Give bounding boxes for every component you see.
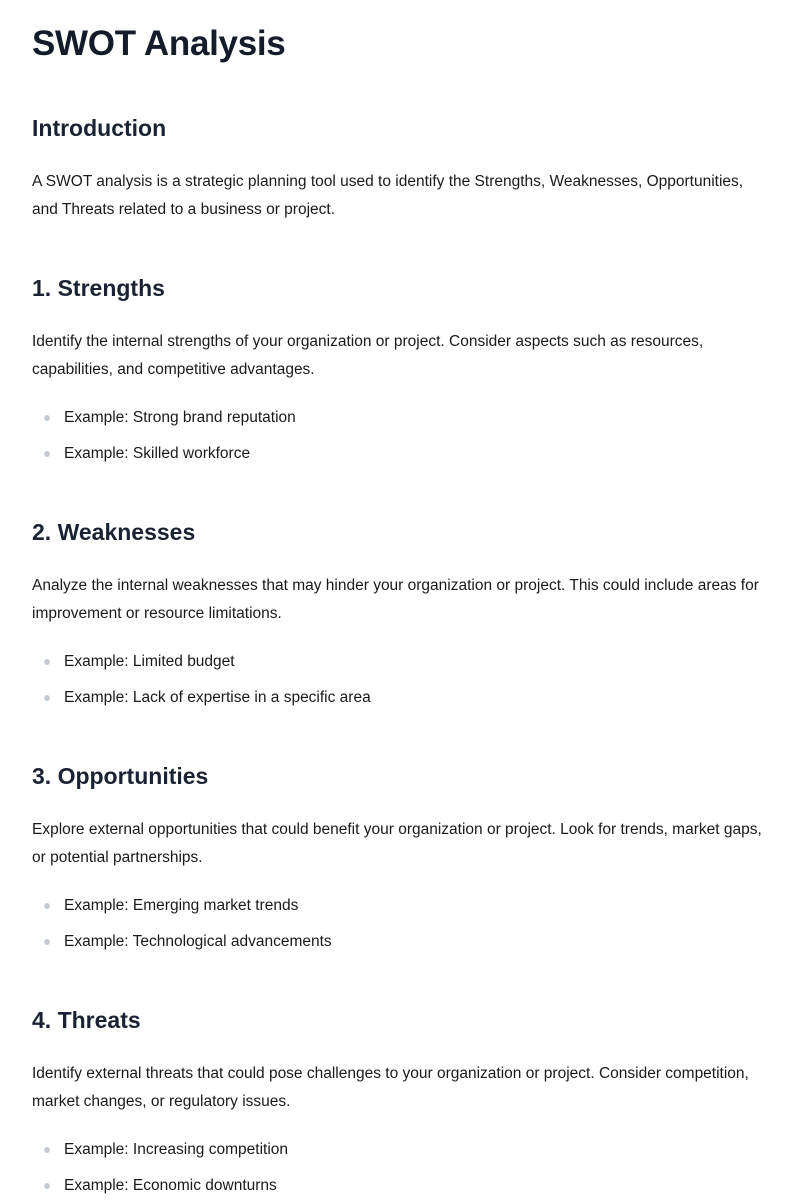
list-item	[32, 888, 772, 924]
list-item	[32, 680, 772, 716]
weaknesses-paragraph: Analyze the internal weaknesses that may hinder your organization or project. This could include areas for improvement or resource limitations.	[32, 577, 759, 622]
list-item-text: Example: Technological advancements	[64, 933, 332, 950]
list-item	[32, 924, 772, 960]
weaknesses-heading: 2. Weaknesses	[32, 519, 196, 545]
threats-list	[32, 1132, 772, 1204]
bullet-icon	[44, 451, 50, 457]
list-item-text: Example: Skilled workforce	[64, 445, 251, 462]
list-item-text: Example: Emerging market trends	[64, 897, 299, 914]
page-title: SWOT Analysis	[32, 24, 286, 63]
bullet-icon	[44, 1183, 50, 1189]
bullet-icon	[44, 939, 50, 945]
weaknesses-list	[32, 644, 772, 716]
list-item	[32, 400, 772, 436]
opportunities-heading: 3. Opportunities	[32, 763, 209, 789]
introduction-paragraph: A SWOT analysis is a strategic planning tool used to identify the Strengths, Weaknesses, Opportunities, and Threats related to a business or project.	[32, 173, 744, 218]
list-item-text: Example: Increasing competition	[64, 1141, 289, 1158]
bullet-icon	[44, 1147, 50, 1153]
strengths-list	[32, 400, 772, 472]
opportunities-list	[32, 888, 772, 960]
list-item-text: Example: Limited budget	[64, 653, 235, 670]
list-item	[32, 436, 772, 472]
bullet-icon	[44, 415, 50, 421]
threats-heading: 4. Threats	[32, 1007, 141, 1033]
introduction-heading: Introduction	[32, 115, 167, 141]
opportunities-paragraph: Explore external opportunities that could benefit your organization or project. Look for trends, market gaps, or potential partnerships.	[32, 821, 762, 866]
bullet-icon	[44, 659, 50, 665]
bullet-icon	[44, 903, 50, 909]
threats-paragraph: Identify external threats that could pose challenges to your organization or project. Consider competition, market changes, or regulatory issues.	[32, 1065, 749, 1110]
list-item-text: Example: Economic downturns	[64, 1177, 277, 1194]
list-item	[32, 1132, 772, 1168]
bullet-icon	[44, 695, 50, 701]
strengths-paragraph: Identify the internal strengths of your organization or project. Consider aspects such as resources, capabilities, and competitive advantages.	[32, 333, 704, 378]
strengths-heading: 1. Strengths	[32, 275, 165, 301]
list-item-text: Example: Lack of expertise in a specific area	[64, 689, 371, 706]
list-item-text: Example: Strong brand reputation	[64, 409, 296, 426]
list-item	[32, 1168, 772, 1204]
list-item	[32, 644, 772, 680]
